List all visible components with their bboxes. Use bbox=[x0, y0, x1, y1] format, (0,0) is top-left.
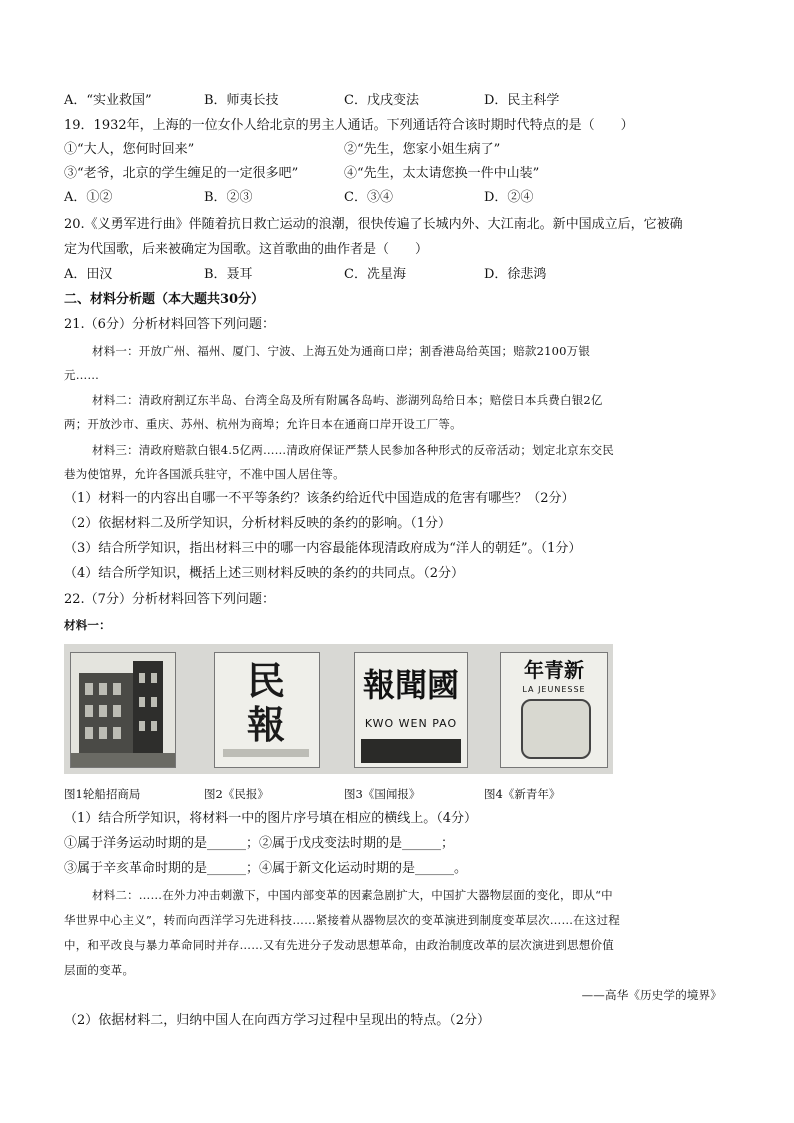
q22-material2-line4: 层面的变革。 bbox=[64, 963, 135, 977]
q21-material1-line1: 材料一：开放广州、福州、厦门、宁波、上海五处为通商口岸；割香港岛给英国；赔款2100万银 bbox=[92, 344, 591, 358]
fig2-masthead-text: 民報 bbox=[246, 658, 285, 747]
q21-material3-line1: 材料三：清政府赔款白银4.5亿两……清政府保证严禁人民参加各种形式的反帝活动；划定北京东交民 bbox=[92, 443, 614, 457]
q19-item-2: ②“先生，您家小姐生病了” bbox=[344, 142, 501, 157]
fig4-subtitle-text: LA JEUNESSE bbox=[522, 685, 586, 694]
q21-sub4: （4）结合所学知识，概括上述三则材料反映的条约的共同点。（2分） bbox=[64, 566, 465, 581]
q22-material2-line1: 材料二：……在外力冲击刺激下，中国内部变革的因素急剧扩大，中国扩大器物层面的变化，即从“中 bbox=[92, 888, 613, 902]
fig3-guowenbao-image bbox=[354, 652, 468, 768]
fig2-bottom-mark bbox=[223, 749, 309, 757]
q19-option-a: A．①② bbox=[64, 190, 113, 205]
q18-option-a: A．“实业救国” bbox=[64, 93, 152, 108]
q19-stem: 19．1932年，上海的一位女仆人给北京的男主人通话。下列通话符合该时期时代特点的是（ ） bbox=[64, 118, 634, 133]
fig4-cover-emblem bbox=[521, 699, 591, 759]
q21-sub1: （1）材料一的内容出自哪一不平等条约？该条约给近代中国造成的危害有哪些？（2分） bbox=[64, 491, 575, 506]
fig3-subtitle-text: KWO WEN PAO bbox=[364, 717, 458, 730]
q22-stem: 22.（7分）分析材料回答下列问题： bbox=[64, 592, 275, 607]
q21-material1-line2: 元…… bbox=[64, 368, 100, 382]
caption-fig1: 图1轮船招商局 bbox=[64, 787, 141, 801]
q20-option-b: B．聂耳 bbox=[204, 267, 253, 282]
q21-stem: 21.（6分）分析材料回答下列问题： bbox=[64, 317, 275, 332]
q22-material2-source: ——高华《历史学的境界》 bbox=[581, 988, 722, 1002]
q21-material2-line1: 材料二：清政府割辽东半岛、台湾全岛及所有附属各岛屿、澎湖列岛给日本；赔偿日本兵费白银2亿 bbox=[92, 393, 603, 407]
q20-stem-line2: 定为代国歌，后来被确定为国歌。这首歌曲的曲作者是（ ） bbox=[64, 242, 429, 257]
q19-item-3: ③“老爷，北京的学生缠足的一定很多吧” bbox=[64, 166, 299, 181]
q22-sub1: （1）结合所学知识，将材料一中的图片序号填在相应的横线上。（4分） bbox=[64, 811, 478, 826]
q21-material3-line2: 巷为使馆界，允许各国派兵驻守，不准中国人居住等。 bbox=[64, 467, 345, 481]
caption-fig3: 图3《国闻报》 bbox=[344, 787, 421, 801]
q18-option-d: D．民主科学 bbox=[484, 93, 560, 108]
fig4-masthead-text: 年青新 bbox=[524, 658, 584, 682]
fig1-building-image bbox=[70, 652, 176, 768]
caption-fig4: 图4《新青年》 bbox=[484, 787, 561, 801]
caption-fig2: 图2《民报》 bbox=[204, 787, 269, 801]
q22-material1-label: 材料一： bbox=[64, 618, 111, 632]
section2-title: 二、材料分析题（本大题共30分） bbox=[64, 292, 265, 307]
q22-material2-line2: 华世界中心主义”，转而向西洋学习先进科技……紧接着从器物层次的变革演进到制度变革层次……在这过程 bbox=[64, 913, 620, 927]
q22-blank-line2: ③属于辛亥革命时期的是______；④属于新文化运动时期的是______。 bbox=[64, 861, 468, 876]
q21-sub2: （2）依据材料二及所学知识，分析材料反映的条约的影响。（1分） bbox=[64, 516, 452, 531]
fig3-masthead-text: 報聞國 bbox=[362, 666, 459, 704]
q18-option-b: B．师夷长技 bbox=[204, 93, 279, 108]
q19-item-1: ①“大人，您何时回来” bbox=[64, 142, 195, 157]
q19-option-d: D．②④ bbox=[484, 190, 534, 205]
q20-stem-line1: 20.《义勇军进行曲》伴随着抗日救亡运动的浪潮，很快传遍了长城内外、大江南北。新中国成立后，它被确 bbox=[64, 217, 683, 232]
q18-option-c: C．戊戌变法 bbox=[344, 93, 419, 108]
q22-material2-line3: 中，和平改良与暴力革命同时并存……又有先进分子发动思想革命，由政治制度改革的层次演进到思想价值 bbox=[64, 938, 614, 952]
q19-option-b: B．②③ bbox=[204, 190, 253, 205]
material1-photo-strip bbox=[64, 644, 613, 774]
q19-item-4: ④“先生，太太请您换一件中山装” bbox=[344, 166, 540, 181]
q20-option-c: C．冼星海 bbox=[344, 267, 406, 282]
q21-sub3: （3）结合所学知识，指出材料三中的哪一内容最能体现清政府成为“洋人的朝廷”。（1分） bbox=[64, 541, 582, 556]
fig4-xinqingnian-image bbox=[500, 652, 608, 768]
q19-option-c: C．③④ bbox=[344, 190, 393, 205]
fig3-dark-band bbox=[361, 739, 461, 763]
q21-material2-line2: 两；开放沙市、重庆、苏州、杭州为商埠；允许日本在通商口岸开设工厂等。 bbox=[64, 417, 462, 431]
q20-option-a: A．田汉 bbox=[64, 267, 113, 282]
q22-sub2: （2）依据材料二，归纳中国人在向西方学习过程中呈现出的特点。（2分） bbox=[64, 1013, 491, 1028]
fig2-minbao-image bbox=[214, 652, 320, 768]
q22-blank-line1: ①属于洋务运动时期的是______；②属于戊戌变法时期的是______； bbox=[64, 836, 455, 851]
q20-option-d: D．徐悲鸿 bbox=[484, 267, 547, 282]
